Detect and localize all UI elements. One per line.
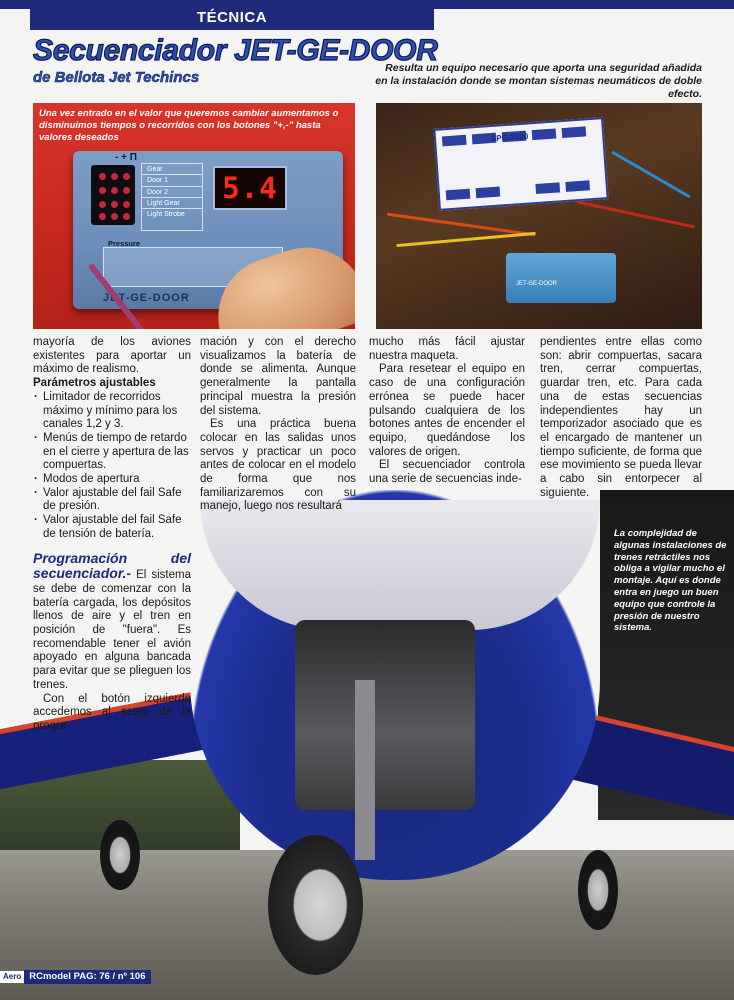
subheading: Parámetros ajustables	[33, 377, 156, 390]
paragraph: mucho más fácil ajustar nuestra maqueta.	[369, 336, 525, 362]
paragraph: pendientes entre ellas como son: abrir compuertas, sacara tren, cerrar compuertas, guardar tren, etc. Para cada una de estas secuencias independientes hay un temporizador asociado que es el encargado de mantener un tiempo suficiente, de forma que ese movimiento se pueda llevar a cabo sin entorpecer al siguiente.	[540, 336, 702, 499]
paragraph: mación y con el derecho visualizamos la batería de donde se alimenta. Aunque generalmente la pantalla principal muestra la presión del sistema.	[200, 336, 356, 417]
paragraph: mayoría de los aviones existentes para aportar un máximo de realismo.	[33, 336, 191, 376]
plus-minus-label: - + Π	[115, 152, 137, 163]
footer-page-info: RCmodel PAG: 76 / nº 106	[24, 970, 150, 984]
device-photo-caption: Una vez entrado en el valor que queremos cambiar aumentamos o disminuimos tiempos o recorridos con los botones "+,-" hasta valores deseados	[39, 108, 339, 143]
gear-strut	[355, 680, 375, 860]
programming-heading: Programación del secuenciador.-	[33, 549, 191, 582]
menu-item: Light Strobe	[147, 211, 185, 219]
installed-device-label: JET-GE-DOOR	[516, 281, 558, 287]
menu-item: Door 1	[142, 175, 202, 186]
article-lead: Resulta un equipo necesario que aporta una seguridad añadida en la instalación donde se montan sistemas neumáticos de doble efecto.	[375, 62, 702, 100]
page-footer	[0, 970, 151, 984]
right-wheel	[578, 850, 618, 930]
paragraph: Con el botón izquierdo accedemos al setup de la progra-	[33, 692, 191, 732]
article-title: Secuenciador JET-GE-DOOR	[33, 34, 438, 67]
aircraft-photo-caption: La complejidad de algunas instalaciones de trenes retráctiles nos obliga a vigilar mucho el montaje. Aquí es donde entra en juego un buen equipo que controle la presión de nuestro sistema.	[614, 528, 727, 634]
gear-bay	[295, 620, 475, 810]
column-3	[369, 336, 525, 487]
parameters-list	[33, 391, 191, 542]
display-value: 5.4	[222, 171, 278, 205]
menu-item: Door 2	[142, 187, 202, 198]
left-wheel	[100, 820, 140, 890]
pressure-label: Pressure	[108, 239, 141, 248]
installation-photo	[376, 103, 702, 329]
column-4	[540, 336, 702, 500]
list-item: · Valor ajustable del fail Safe de presión.	[33, 487, 191, 514]
column-2	[200, 336, 356, 514]
programming-text: El sistema se debe de comenzar con la batería cargada, los depósitos llenos de aire y el tren en posición de "fuera". Es recomendable tener el avión apoyado en alguna bancada para evitar que se plieguen los trenes.	[33, 569, 191, 691]
section-tab: TÉCNICA	[30, 5, 434, 30]
list-item: · Limitador de recorridos máximo y mínimo para los canales 1,2 y 3.	[33, 391, 191, 432]
menu-list	[141, 163, 203, 231]
list-item: · Modos de apertura	[33, 473, 191, 487]
paragraph: El secuenciador controla una serie de secuencias inde-	[369, 459, 525, 486]
paragraph: Para resetear el equipo en caso de una configuración errónea se puede hacer pulsando cualquiera de los botones antes de encender el equipo, quedándose los valores de origen.	[369, 363, 525, 458]
list-item: · Menús de tiempo de retardo en el cierre y apertura de las compuertas.	[33, 432, 191, 473]
menu-item: Gear	[142, 164, 202, 175]
device-photo	[33, 103, 355, 329]
nose-wheel	[268, 835, 363, 975]
paragraph: Es una práctica buena colocar en las salidas unos servos y practicar un poco antes de colocar en el modelo de forma que nos familiarizaremos con su manejo, luego nos resultará	[200, 418, 356, 513]
led-display	[213, 166, 287, 210]
keypad	[91, 165, 135, 225]
sequencer-installed	[506, 253, 616, 303]
device-name-label: JET-GE-DOOR	[103, 292, 190, 304]
list-item: · Valor ajustable del fail Safe de tensión de batería.	[33, 514, 191, 541]
column-1	[33, 336, 191, 734]
article-subtitle: de Bellota Jet Techincs	[33, 69, 200, 86]
menu-item: Light Gear	[142, 198, 202, 209]
footer-aero: Aero	[0, 971, 24, 983]
board-label: SPG-2000	[490, 131, 529, 144]
